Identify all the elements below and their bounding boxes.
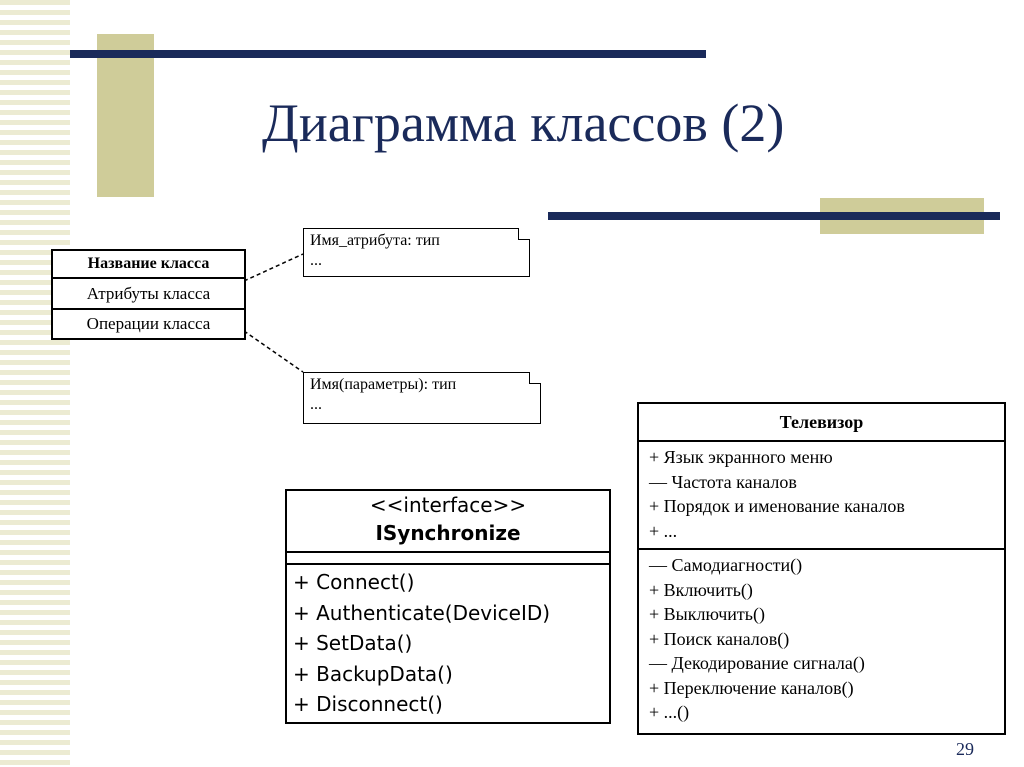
tv-attribute: + ... xyxy=(649,520,678,541)
interface-stereotype: <<interface>> xyxy=(369,493,527,517)
tv-attribute: + Язык экранного меню xyxy=(649,447,833,467)
operation-note xyxy=(303,372,541,424)
operation-note-connector xyxy=(244,331,303,372)
attribute-note-line-2: ... xyxy=(310,252,322,269)
interface-attributes-compartment xyxy=(287,553,609,565)
tv-attribute: — Частота каналов xyxy=(649,471,797,492)
interface-operation: + SetData() xyxy=(293,631,413,655)
note-fold-icon xyxy=(529,372,541,384)
interface-operation: + Disconnect() xyxy=(293,692,443,716)
tv-operation: + ...() xyxy=(649,702,690,722)
tv-operation: + Поиск каналов() xyxy=(649,628,790,649)
tv-operation: + Выключить() xyxy=(649,604,765,624)
page-number: 29 xyxy=(956,739,974,759)
slide-title: Диаграмма классов (2) xyxy=(262,93,785,153)
tv-attributes-compartment xyxy=(639,442,1004,550)
interface-name: ISynchronize xyxy=(375,521,521,545)
tv-operation: — Самодиагности() xyxy=(649,555,803,575)
interface-operations xyxy=(287,565,609,720)
tv-operation: + Включить() xyxy=(649,579,753,600)
interface-operation: + BackupData() xyxy=(293,661,453,686)
tv-attribute: + Порядок и именование каналов xyxy=(649,496,905,516)
tv-class-box xyxy=(637,402,1006,735)
attribute-note-connector xyxy=(244,254,303,281)
tv-operation: — Декодирование сигнала() xyxy=(649,653,865,673)
note-fold-icon xyxy=(518,228,530,240)
tv-class-name: Телевизор xyxy=(639,404,1004,442)
attribute-note xyxy=(303,228,530,277)
class-template-box xyxy=(51,249,246,340)
interface-operation: + Connect() xyxy=(293,570,415,594)
interface-operation: + Authenticate(DeviceID) xyxy=(293,600,551,625)
class-template-name: Название класса xyxy=(53,251,244,279)
tv-operation: + Переключение каналов() xyxy=(649,677,854,698)
class-template-operations: Операции класса xyxy=(86,314,211,333)
attribute-note-line-1: Имя_атрибута: тип xyxy=(310,232,440,249)
interface-class-box xyxy=(285,489,611,724)
operation-note-line-2: ... xyxy=(310,396,322,413)
operation-note-line-1: Имя(параметры): тип xyxy=(310,376,457,393)
interface-name-compartment xyxy=(287,491,609,553)
tv-operations-compartment xyxy=(639,550,1004,725)
class-template-attributes: Атрибуты класса xyxy=(53,279,244,310)
